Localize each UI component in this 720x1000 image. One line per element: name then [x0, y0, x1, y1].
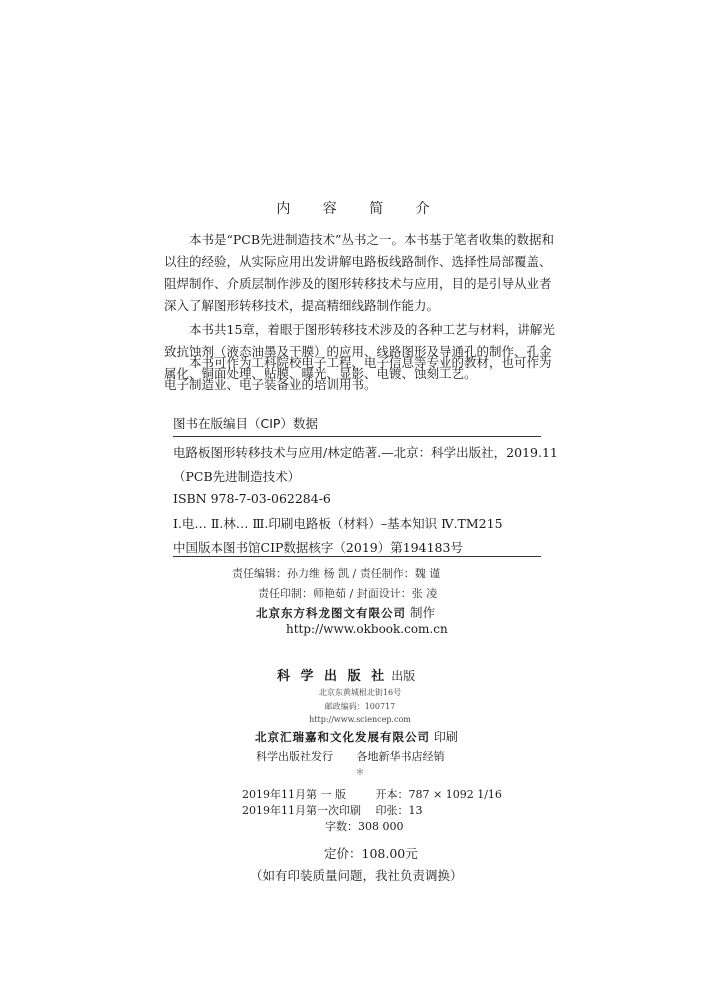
- producer-url: http://www.okbook.com.cn: [286, 622, 448, 636]
- printer-name: 北京汇瑞嘉和文化发展有限公司: [255, 730, 430, 744]
- credit-producer: [256, 603, 435, 621]
- summary-line: 本书共15章，着眼于图形转移技术涉及的各种工艺与材料，讲解光: [189, 322, 555, 337]
- summary-line: 以往的经验，从实际应用出发讲解电路板线路制作、选择性局部覆盖、: [164, 254, 552, 269]
- publisher-postcode: 邮政编码：100717: [324, 702, 396, 711]
- publisher-role: 出版: [391, 669, 416, 683]
- cip-line-title: 电路板图形转移技术与应用/林定皓著.—北京：科学出版社，2019.11: [173, 445, 558, 460]
- edition-date: 2019年11月第 一 版: [242, 788, 346, 801]
- cip-heading: 图书在版编目（CIP）数据: [173, 416, 318, 431]
- publisher-address: 北京东黄城根北街16号: [318, 688, 402, 697]
- producer-name: 北京东方科龙图文有限公司: [256, 606, 406, 620]
- summary-line: 电子制造业、电子装备业的培训用书。: [164, 377, 377, 392]
- sellers: 各地新华书店经销: [356, 750, 445, 763]
- word-count: 字数：308 000: [325, 820, 404, 833]
- format-label: 开本：787 × 1092 1/16: [375, 788, 502, 801]
- publisher-url: http://www.sciencep.com: [309, 715, 411, 724]
- separator-star: ＊: [355, 768, 365, 778]
- printer-line: [255, 728, 458, 745]
- summary-line: 本书可作为工科院校电子工程、电子信息等专业的教材，也可作为: [189, 355, 552, 370]
- summary-line: 致抗蚀剂（液态油墨及干膜）的应用、线路图形及导通孔的制作、孔金: [164, 344, 552, 359]
- cip-line-series: （PCB先进制造技术）: [173, 469, 301, 484]
- summary-paragraph-1: [164, 229, 554, 317]
- price-label: 定价：108.00元: [324, 846, 418, 861]
- distribution-line: [256, 748, 445, 764]
- summary-paragraph-3: [164, 352, 552, 396]
- summary-line: 深入了解图形转移技术，提高精细线路制作能力。: [164, 298, 440, 313]
- summary-title: 内 容 简 介: [276, 201, 444, 217]
- distributor: 科学出版社发行: [256, 750, 333, 763]
- credit-print-cover: 责任印制：师艳茹 / 封面设计：张 凌: [258, 587, 438, 600]
- edition-row-2: [242, 802, 423, 818]
- summary-line: 阻焊制作、介质层制作涉及的图形转移技术与应用，目的是引导从业者: [164, 276, 552, 291]
- producer-role: 制作: [409, 605, 435, 620]
- quality-note: （如有印装质量问题，我社负责调换）: [250, 868, 463, 883]
- print-date: 2019年11月第一次印刷: [242, 804, 361, 817]
- cip-bottom-rule: [173, 556, 541, 557]
- cip-line-isbn: ISBN 978-7-03-062284-6: [173, 491, 331, 506]
- publisher-line: [277, 665, 415, 684]
- summary-line: 属化、铜面处理、贴膜、曝光、显影、电镀、蚀刻工艺。: [164, 366, 477, 381]
- cip-line-classification: Ⅰ.电… Ⅱ.林… Ⅲ.印刷电路板（材料）–基本知识 Ⅳ.TM215: [173, 516, 503, 531]
- printer-role: 印刷: [433, 730, 458, 744]
- summary-line: 本书是“PCB先进制造技术”丛书之一。本书基于笔者收集的数据和: [189, 232, 554, 247]
- credit-editors: 责任编辑：孙力维 杨 凯 / 责任制作：魏 谨: [232, 567, 441, 580]
- cip-top-rule: [173, 436, 541, 437]
- sheets: 印张：13: [375, 804, 423, 817]
- publisher-name: 科 学 出 版 社: [277, 669, 388, 684]
- cip-line-record: 中国版本图书馆CIP数据核字（2019）第194183号: [173, 540, 463, 555]
- edition-row-1: [242, 786, 502, 802]
